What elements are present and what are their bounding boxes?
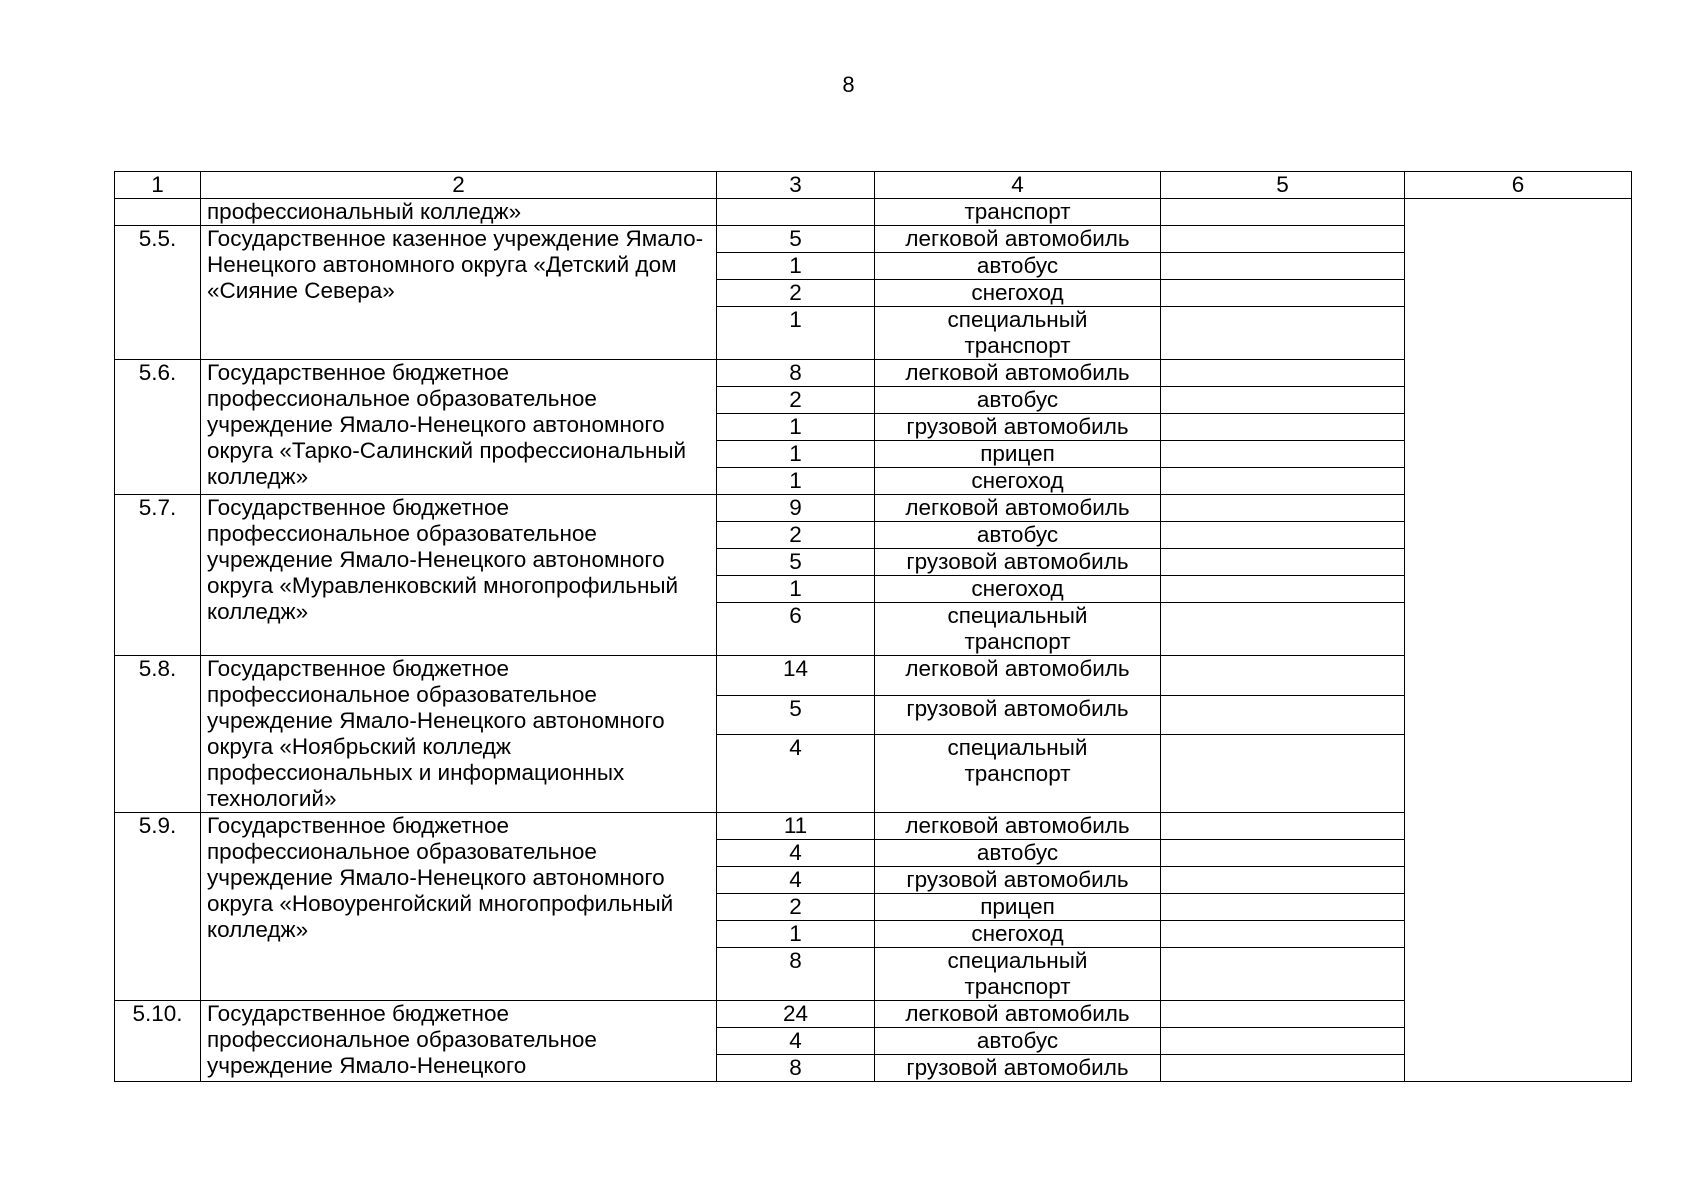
continuation-row (115, 199, 1632, 226)
organization-name-cell: Государственное бюджетное профессиональное образовательное учреждение Ямало-Ненецкого автономного округа «Новоуренгойский многопрофильный колледж» (201, 813, 717, 1001)
column-5-cell (1161, 1028, 1405, 1055)
vehicle-count-cell: 4 (717, 840, 875, 867)
vehicle-type-cell: прицеп (875, 441, 1161, 468)
column-5-cell (1161, 360, 1405, 387)
vehicle-type-cell: специальный транспорт (875, 948, 1161, 1001)
vehicle-count-cell: 1 (717, 414, 875, 441)
vehicle-type-cell: легковой автомобиль (875, 813, 1161, 840)
row-number-cell: 5.7. (115, 495, 201, 656)
table-body (115, 172, 1632, 1082)
vehicle-count-cell: 2 (717, 522, 875, 549)
vehicle-count-cell: 1 (717, 441, 875, 468)
vehicle-count-cell: 5 (717, 226, 875, 253)
vehicle-type-cell: легковой автомобиль (875, 226, 1161, 253)
vehicle-count-cell: 2 (717, 280, 875, 307)
column-5-cell (1161, 307, 1405, 360)
column-5-cell (1161, 549, 1405, 576)
column-5-cell (1161, 387, 1405, 414)
row-number-cell: 5.5. (115, 226, 201, 360)
row-number-cell: 5.8. (115, 656, 201, 813)
column-5-cell (1161, 603, 1405, 656)
vehicle-type-cell: автобус (875, 387, 1161, 414)
organization-name-cell: Государственное бюджетное профессиональное образовательное учреждение Ямало-Ненецкого автономного округа «Тарко-Салинский профессиональный колледж» (201, 360, 717, 495)
vehicle-type-cell: легковой автомобиль (875, 495, 1161, 522)
column-5-cell (1161, 226, 1405, 253)
page-number: 8 (842, 72, 855, 97)
vehicle-type-cell: прицеп (875, 894, 1161, 921)
vehicle-count-cell: 4 (717, 1028, 875, 1055)
vehicle-type-cell: специальный транспорт (875, 307, 1161, 360)
header-cell-1: 1 (115, 172, 201, 199)
continuation-name-cell: профессиональный колледж» (201, 199, 717, 226)
vehicle-type-cell: снегоход (875, 280, 1161, 307)
column-5-cell (1161, 280, 1405, 307)
column-5-cell (1161, 867, 1405, 894)
column-6-cell (1405, 199, 1632, 1082)
vehicle-table (114, 171, 1632, 1082)
table-row (115, 656, 1632, 696)
table-row (115, 495, 1632, 522)
vehicle-type-cell: легковой автомобиль (875, 1001, 1161, 1028)
vehicle-type-cell: автобус (875, 1028, 1161, 1055)
vehicle-count-cell: 4 (717, 867, 875, 894)
vehicle-count-cell: 8 (717, 948, 875, 1001)
row-number-cell: 5.9. (115, 813, 201, 1001)
column-5-cell (1161, 840, 1405, 867)
vehicle-type-cell: грузовой автомобиль (875, 695, 1161, 735)
column-5-cell (1161, 948, 1405, 1001)
row-number-cell: 5.6. (115, 360, 201, 495)
header-cell-4: 4 (875, 172, 1161, 199)
vehicle-count-cell: 1 (717, 468, 875, 495)
organization-name-cell: Государственное бюджетное профессиональное образовательное учреждение Ямало-Ненецкого (201, 1001, 717, 1082)
continuation-num-cell (115, 199, 201, 226)
column-5-cell (1161, 1055, 1405, 1082)
continuation-count-cell (717, 199, 875, 226)
vehicle-type-cell: легковой автомобиль (875, 360, 1161, 387)
table-row (115, 226, 1632, 253)
table-row (115, 360, 1632, 387)
header-cell-3: 3 (717, 172, 875, 199)
header-cell-6: 6 (1405, 172, 1632, 199)
vehicle-type-cell: снегоход (875, 576, 1161, 603)
vehicle-count-cell: 4 (717, 735, 875, 813)
table-header-row (115, 172, 1632, 199)
vehicle-type-cell: автобус (875, 522, 1161, 549)
organization-name-cell: Государственное бюджетное профессиональное образовательное учреждение Ямало-Ненецкого автономного округа «Ноябрьский колледж профессиональных и информационных технологий» (201, 656, 717, 813)
column-5-cell (1161, 735, 1405, 813)
organization-name-cell: Государственное бюджетное профессиональное образовательное учреждение Ямало-Ненецкого автономного округа «Муравленковский многопрофильный колледж» (201, 495, 717, 656)
vehicle-count-cell: 2 (717, 387, 875, 414)
vehicle-count-cell: 1 (717, 253, 875, 280)
vehicle-count-cell: 1 (717, 921, 875, 948)
column-5-cell (1161, 414, 1405, 441)
column-5-cell (1161, 495, 1405, 522)
vehicle-type-cell: грузовой автомобиль (875, 867, 1161, 894)
column-5-cell (1161, 695, 1405, 735)
column-5-cell (1161, 576, 1405, 603)
vehicle-count-cell: 5 (717, 695, 875, 735)
vehicle-type-cell: автобус (875, 253, 1161, 280)
vehicle-type-cell: специальный транспорт (875, 735, 1161, 813)
vehicle-type-cell: грузовой автомобиль (875, 414, 1161, 441)
column-5-cell (1161, 1001, 1405, 1028)
continuation-col5-cell (1161, 199, 1405, 226)
header-cell-5: 5 (1161, 172, 1405, 199)
row-number-cell: 5.10. (115, 1001, 201, 1082)
column-5-cell (1161, 253, 1405, 280)
vehicle-count-cell: 11 (717, 813, 875, 840)
column-5-cell (1161, 656, 1405, 696)
column-5-cell (1161, 468, 1405, 495)
vehicle-type-cell: снегоход (875, 921, 1161, 948)
vehicle-type-cell: специальный транспорт (875, 603, 1161, 656)
vehicle-count-cell: 5 (717, 549, 875, 576)
column-5-cell (1161, 441, 1405, 468)
vehicle-type-cell: снегоход (875, 468, 1161, 495)
vehicle-count-cell: 8 (717, 1055, 875, 1082)
vehicle-count-cell: 1 (717, 307, 875, 360)
vehicle-count-cell: 9 (717, 495, 875, 522)
continuation-type-cell: транспорт (875, 199, 1161, 226)
table-row (115, 1001, 1632, 1028)
vehicle-type-cell: грузовой автомобиль (875, 1055, 1161, 1082)
vehicle-count-cell: 8 (717, 360, 875, 387)
vehicle-count-cell: 1 (717, 576, 875, 603)
column-5-cell (1161, 522, 1405, 549)
vehicle-type-cell: автобус (875, 840, 1161, 867)
table-row (115, 813, 1632, 840)
vehicle-type-cell: грузовой автомобиль (875, 549, 1161, 576)
header-cell-2: 2 (201, 172, 717, 199)
vehicle-count-cell: 24 (717, 1001, 875, 1028)
vehicle-count-cell: 14 (717, 656, 875, 696)
vehicle-type-cell: легковой автомобиль (875, 656, 1161, 696)
column-5-cell (1161, 894, 1405, 921)
organization-name-cell: Государственное казенное учреждение Ямало-Ненецкого автономного округа «Детский дом «Сияние Севера» (201, 226, 717, 360)
vehicle-count-cell: 2 (717, 894, 875, 921)
column-5-cell (1161, 921, 1405, 948)
column-5-cell (1161, 813, 1405, 840)
vehicle-count-cell: 6 (717, 603, 875, 656)
